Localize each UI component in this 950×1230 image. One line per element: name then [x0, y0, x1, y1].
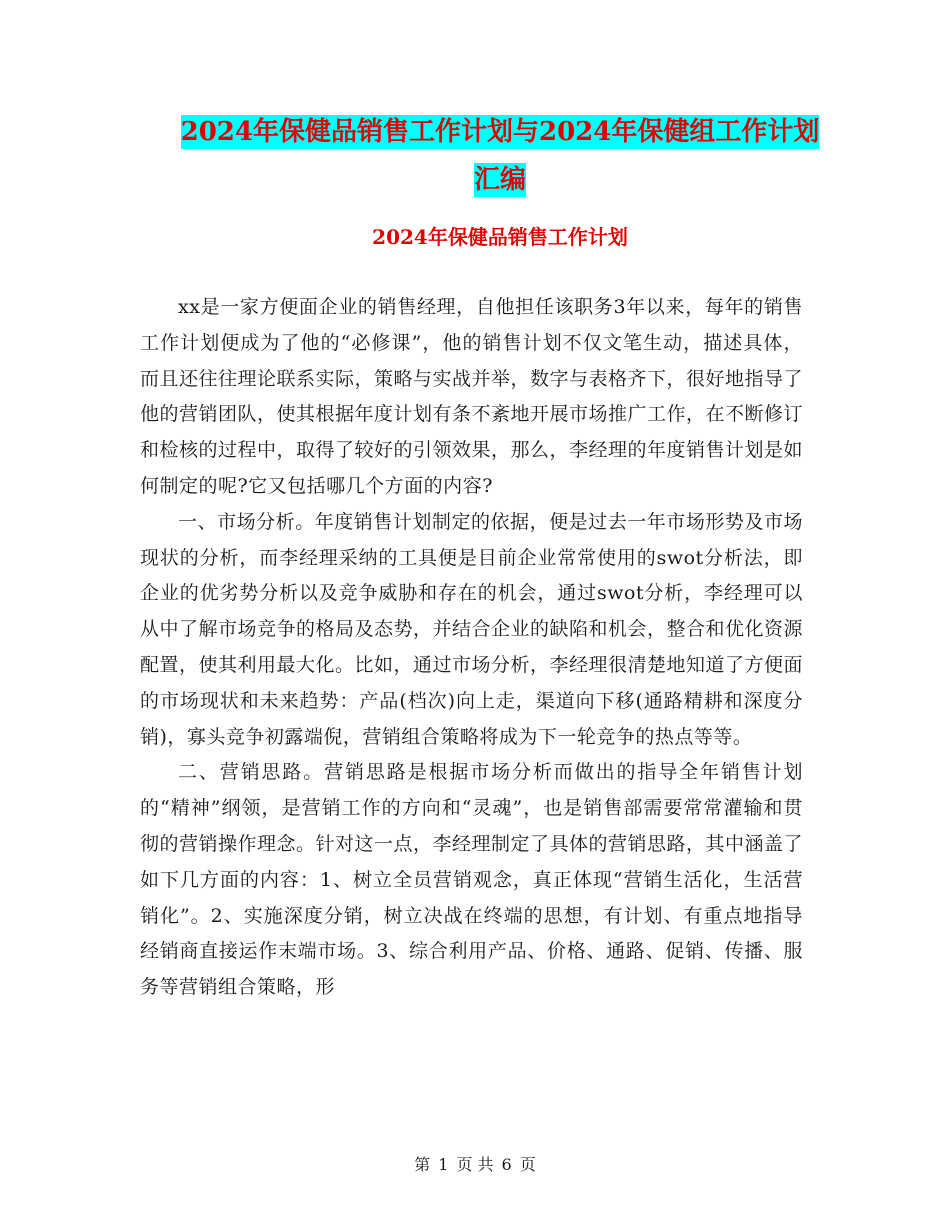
- main-title-line1: 2024年保健品销售工作计划与2024年保健组工作计划: [180, 117, 820, 147]
- page-label-mid: 页 共: [456, 1155, 494, 1174]
- page-footer: [0, 1152, 950, 1175]
- paragraph-intro: xx是一家方便面企业的销售经理，自他担任该职务3年以来，每年的销售工作计划便成为了他的“必修课”，他的销售计划不仅文笔生动，描述具体，而且还往往理论联系实际，策略与实战并举，数字与表格齐下，很好地指导了他的营销团队，使其根据年度计划有条不紊地开展市场推广工作，在不断修订和检核的过程中，取得了较好的引领效果，那么，李经理的年度销售计划是如何制定的呢?它又包括哪几个方面的内容?: [140, 296, 804, 497]
- page-label-suffix: 页: [519, 1155, 536, 1174]
- page-total: 6: [501, 1155, 512, 1174]
- page-label-prefix: 第: [414, 1155, 431, 1174]
- main-title-line2: 汇编: [473, 165, 526, 195]
- paragraph-market-analysis: 一、市场分析。年度销售计划制定的依据，便是过去一年市场形势及市场现状的分析，而李经理采纳的工具便是目前企业常常使用的swot分析法，即企业的优劣势分析以及竞争威胁和存在的机会，通过swot分析，李经理可以从中了解市场竞争的格局及态势，并结合企业的缺陷和机会，整合和优化资源配置，使其利用最大化。比如，通过市场分析，李经理很清楚地知道了方便面的市场现状和未来趋势：产品(档次)向上走，渠道向下移(通路精耕和深度分销)，寡头竞争初露端倪，营销组合策略将成为下一轮竞争的热点等等。: [140, 510, 804, 748]
- document-body: [140, 290, 803, 1006]
- paragraph-marketing-ideas: 二、营销思路。营销思路是根据市场分析而做出的指导全年销售计划的“精神”纲领，是营销工作的方向和“灵魂”，也是销售部需要常常灌输和贯彻的营销操作理念。针对这一点，李经理制定了具体的营销思路，其中涵盖了如下几方面的内容：1、树立全员营销观念，真正体现“营销生活化，生活营销化”。2、实施深度分销，树立决战在终端的思想，有计划、有重点地指导经销商直接运作末端市场。3、综合利用产品、价格、通路、促销、传播、服务等营销组合策略，形: [140, 761, 804, 999]
- section-title: 2024年保健品销售工作计划: [372, 225, 628, 249]
- main-title: [140, 108, 860, 204]
- page-current: 1: [438, 1155, 449, 1174]
